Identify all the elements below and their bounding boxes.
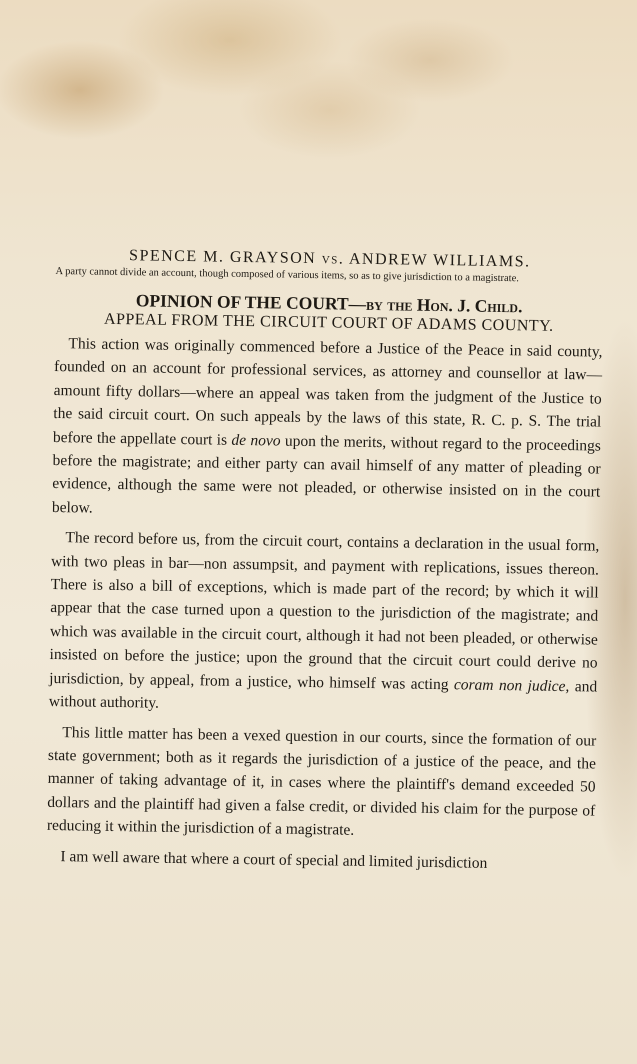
paragraph-2-text-c: and without authority. xyxy=(48,677,598,712)
headnote: A party cannot divide an account, though composed of various items, so as to give jurisdiction to a magistrate. xyxy=(55,265,519,285)
paragraph-1 xyxy=(52,332,603,528)
paragraph-3: This little matter has been a vexed question in our courts, since the formation of our state government; both as it regards the jurisdiction of a justice of the peace, and the manner of taking advantage of it, in cases where the plaintiff's demand exceeded 50 dollars and the plaintiff had given a false credit, or divided his claim for the purpose of reducing it within the jurisdiction of a magistrate. xyxy=(46,723,597,839)
paragraph-1-text-a: This action was originally commenced before a Justice of the Peace in said county, founded on an account for professional services, as attorney and counsellor at law—amount fifty dollars—where an appeal was taken from the judgment of the Justice to the said circuit court. On such appeals by the laws of this state, R. C. p. S. The trial before the appellate court is xyxy=(52,335,603,449)
paragraph-1-text-c: upon the merits, without regard to the proceedings before the magistrate; and either party can avail himself of any matter of pleading or evidence, although the same were not pleaded, or otherwise insisted on in the court below. xyxy=(51,432,602,517)
opinion-heading: OPINION OF THE COURT—by the Hon. J. Child. xyxy=(135,290,523,317)
paragraph-2 xyxy=(49,526,600,722)
page-text-block xyxy=(46,246,604,883)
paragraph-2-text-a: The record before us, from the circuit court, contains a declaration in the usual form, with two pleas in bar—non assumpsit, and payment with replications, issues thereon. There is also a bill of exceptions, which is made part of the record; by which it will appear that the case turned upon a question to the jurisdiction of the magistrate; and which was available in the circuit court, although it had not been pleaded, or otherwise insisted on before the justice; upon the ground that the circuit court could derive no jurisdiction, by appeal, from a justice, who himself was acting xyxy=(49,529,600,693)
paragraph-4: I am well aware that where a court of special and limited jurisdiction xyxy=(60,847,488,872)
paragraph-2-italic: coram non judice, xyxy=(453,675,570,695)
appeal-heading: APPEAL FROM THE CIRCUIT COURT OF ADAMS COUNTY. xyxy=(103,310,554,335)
paragraph-1-italic: de novo xyxy=(231,431,281,450)
case-title: SPENCE M. GRAYSON vs. ANDREW WILLIAMS. xyxy=(128,247,531,271)
